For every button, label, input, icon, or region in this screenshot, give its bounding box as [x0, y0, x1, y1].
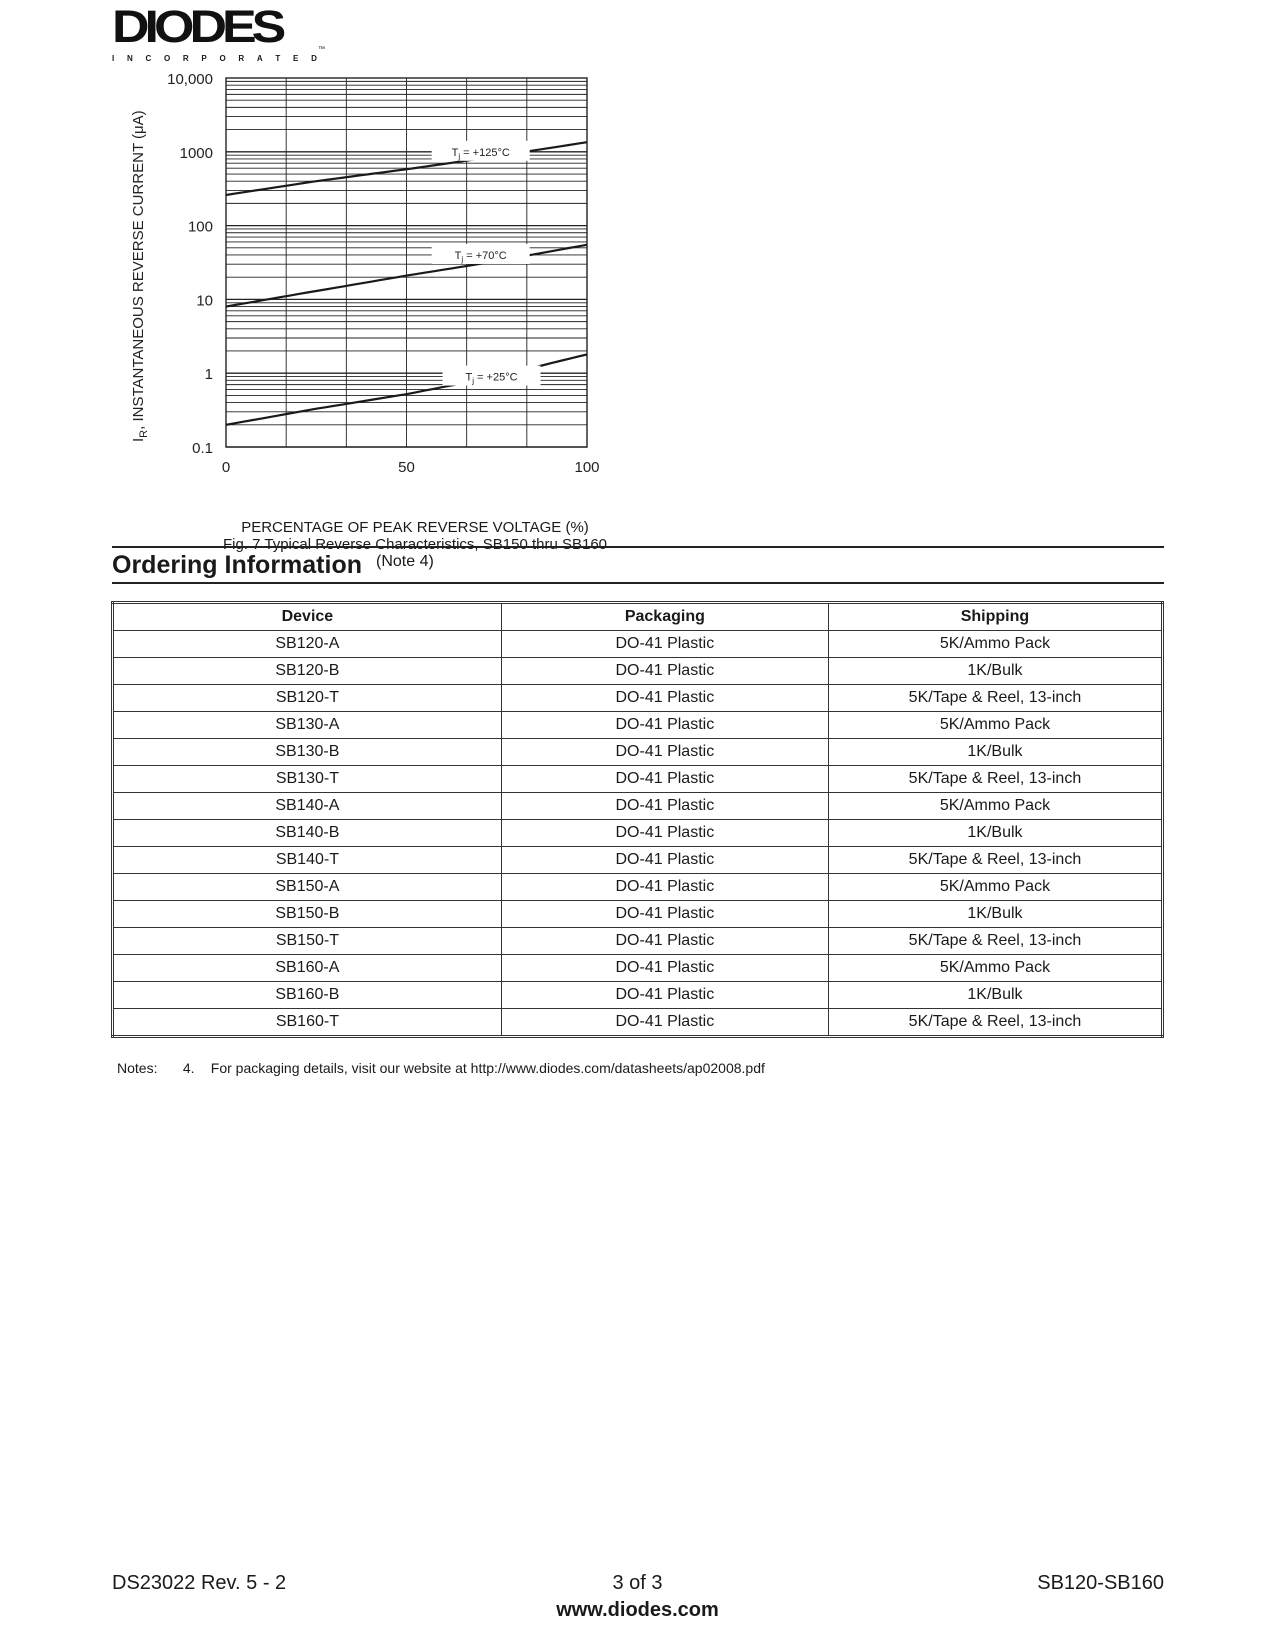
footer-doc-id: DS23022 Rev. 5 - 2	[112, 1572, 287, 1594]
x-axis-title: PERCENTAGE OF PEAK REVERSE VOLTAGE (%)	[241, 519, 589, 536]
notes-label: Notes:	[117, 1060, 158, 1076]
cell-shipping: 5K/Tape & Reel, 13-inch	[828, 685, 1162, 712]
logo-wordmark: DIODES	[112, 1, 282, 53]
cell-packaging: DO-41 Plastic	[501, 685, 828, 712]
x-tick-label: 50	[398, 459, 415, 476]
cell-packaging: DO-41 Plastic	[501, 982, 828, 1009]
table-row	[113, 847, 1163, 874]
cell-shipping: 5K/Ammo Pack	[828, 874, 1162, 901]
cell-device: SB150-B	[113, 901, 502, 928]
cell-shipping: 5K/Tape & Reel, 13-inch	[828, 1009, 1162, 1037]
y-tick-label: 10,000	[167, 71, 213, 88]
table-row	[113, 982, 1163, 1009]
x-tick-label: 100	[574, 459, 600, 476]
y-tick-label: 1	[204, 366, 213, 384]
table-header-row	[113, 603, 1163, 631]
reverse-characteristics-chart	[0, 0, 660, 540]
cell-device: SB120-A	[113, 631, 502, 658]
cell-device: SB160-T	[113, 1009, 502, 1037]
table-row	[113, 955, 1163, 982]
section-title: Ordering Information	[112, 551, 362, 579]
series-label: $T_j = +125^\circ C$	[451, 146, 510, 161]
cell-device: SB140-T	[113, 847, 502, 874]
cell-shipping: 1K/Bulk	[828, 739, 1162, 766]
cell-packaging: DO-41 Plastic	[501, 658, 828, 685]
footer-page-number: 3 of 3	[612, 1572, 663, 1594]
y-tick-label: 10	[196, 292, 213, 310]
table-row	[113, 793, 1163, 820]
logo-subtitle-letter: R	[182, 54, 189, 63]
cell-device: SB150-T	[113, 928, 502, 955]
table-row	[113, 766, 1163, 793]
cell-device: SB150-A	[113, 874, 502, 901]
y-axis-title: $I_R$, INSTANTANEOUS REVERSE CURRENT (μA)	[130, 110, 150, 442]
cell-shipping: 5K/Tape & Reel, 13-inch	[828, 766, 1162, 793]
cell-shipping: 5K/Ammo Pack	[828, 793, 1162, 820]
cell-device: SB130-A	[113, 712, 502, 739]
note-text: For packaging details, visit our website at http://www.diodes.com/datasheets/ap02008.pdf	[210, 1060, 765, 1076]
cell-packaging: DO-41 Plastic	[501, 793, 828, 820]
cell-packaging: DO-41 Plastic	[501, 766, 828, 793]
logo-subtitle-letter: O	[163, 54, 171, 63]
cell-packaging: DO-41 Plastic	[501, 928, 828, 955]
cell-packaging: DO-41 Plastic	[501, 955, 828, 982]
section-note: (Note 4)	[376, 553, 434, 570]
table-row	[113, 928, 1163, 955]
footer-website-link[interactable]: www.diodes.com	[556, 1599, 719, 1621]
logo-subtitle-letter: P	[201, 54, 207, 63]
cell-shipping: 5K/Ammo Pack	[828, 955, 1162, 982]
table-row	[113, 685, 1163, 712]
table-row	[113, 712, 1163, 739]
ordering-information-header	[112, 546, 1164, 584]
footer-part-number: SB120-SB160	[1037, 1572, 1164, 1594]
cell-shipping: 5K/Ammo Pack	[828, 712, 1162, 739]
logo-subtitle-letter: R	[238, 54, 245, 63]
cell-packaging: DO-41 Plastic	[501, 901, 828, 928]
logo-subtitle-letter: E	[293, 54, 299, 63]
logo-subtitle-letter: C	[145, 54, 152, 63]
logo-subtitle-letter: O	[219, 54, 226, 63]
cell-shipping: 1K/Bulk	[828, 982, 1162, 1009]
cell-device: SB120-B	[113, 658, 502, 685]
cell-packaging: DO-41 Plastic	[501, 1009, 828, 1037]
cell-packaging: DO-41 Plastic	[501, 847, 828, 874]
header-shipping: Shipping	[828, 603, 1162, 631]
cell-shipping: 5K/Tape & Reel, 13-inch	[828, 847, 1162, 874]
cell-shipping: 1K/Bulk	[828, 901, 1162, 928]
x-tick-label: 0	[221, 459, 231, 476]
header-packaging: Packaging	[501, 603, 828, 631]
cell-device: SB130-T	[113, 766, 502, 793]
logo-subtitle-letter: T	[275, 54, 281, 63]
y-tick-label: 0.1	[192, 440, 213, 457]
cell-packaging: DO-41 Plastic	[501, 631, 828, 658]
cell-device: SB140-B	[113, 820, 502, 847]
series-label: $T_j = +70^\circ C$	[454, 249, 507, 264]
logo-subtitle-letter: A	[256, 54, 263, 63]
table-row	[113, 658, 1163, 685]
logo-subtitle-letter: I	[112, 54, 115, 63]
cell-device: SB160-B	[113, 982, 502, 1009]
cell-packaging: DO-41 Plastic	[501, 739, 828, 766]
table-row	[113, 1009, 1163, 1037]
cell-shipping: 5K/Ammo Pack	[828, 631, 1162, 658]
table-row	[113, 631, 1163, 658]
header-device: Device	[113, 603, 502, 631]
logo-trademark: ™	[318, 46, 325, 53]
table-row	[113, 820, 1163, 847]
cell-device: SB120-T	[113, 685, 502, 712]
cell-packaging: DO-41 Plastic	[501, 874, 828, 901]
y-tick-label: 1000	[179, 144, 213, 162]
cell-packaging: DO-41 Plastic	[501, 712, 828, 739]
cell-shipping: 1K/Bulk	[828, 658, 1162, 685]
cell-device: SB160-A	[113, 955, 502, 982]
cell-shipping: 1K/Bulk	[828, 820, 1162, 847]
logo-subtitle-letter: N	[126, 54, 133, 63]
note-number: 4.	[182, 1060, 195, 1076]
cell-packaging: DO-41 Plastic	[501, 820, 828, 847]
series-label: $T_j = +25^\circ C$	[465, 371, 518, 386]
notes	[117, 1060, 765, 1076]
cell-device: SB130-B	[113, 739, 502, 766]
table-row	[113, 874, 1163, 901]
cell-device: SB140-A	[113, 793, 502, 820]
table-row	[113, 739, 1163, 766]
table-row	[113, 901, 1163, 928]
figure-title: Fig. 7 Typical Reverse Characteristics, SB150 thru SB160	[222, 536, 608, 553]
cell-shipping: 5K/Tape & Reel, 13-inch	[828, 928, 1162, 955]
ordering-table	[111, 601, 1164, 1038]
y-tick-label: 100	[187, 218, 213, 236]
logo-subtitle-letter: D	[311, 54, 317, 63]
